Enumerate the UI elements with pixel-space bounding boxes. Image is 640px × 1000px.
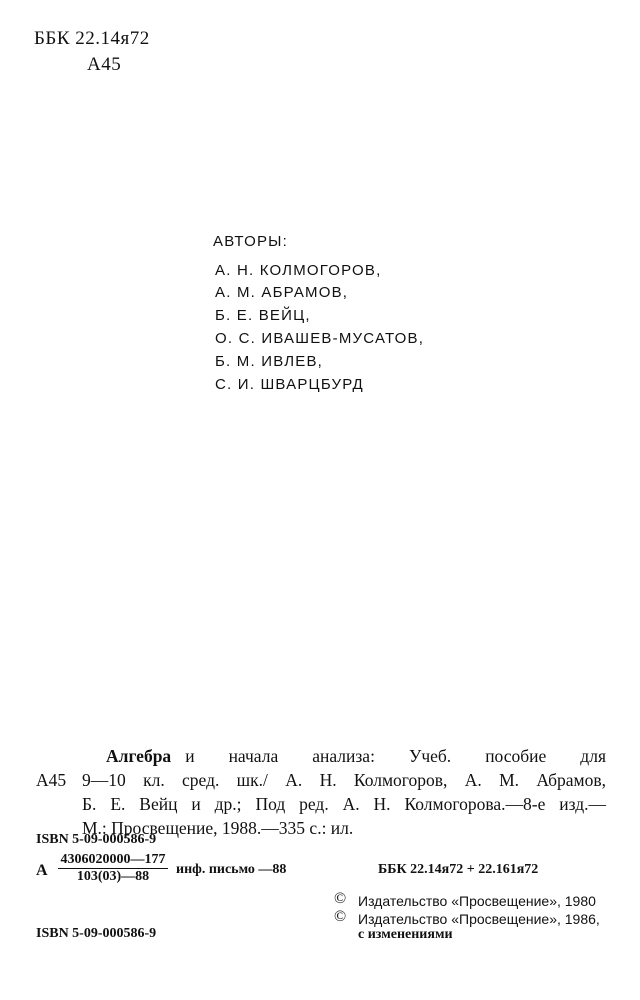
- bib-line-3: Б. Е. Вейц и др.; Под ред. А. Н. Колмогорова.—8-е изд.—: [82, 794, 606, 814]
- author-item: Б. Е. ВЕЙЦ,: [215, 307, 311, 324]
- bottom-isbn: ISBN 5-09-000586-9: [36, 926, 157, 941]
- copyright-note: с изменениями: [358, 927, 453, 942]
- copyright-line-2: Издательство «Просвещение», 1986,: [358, 911, 600, 927]
- imprint-fraction: [58, 852, 168, 885]
- author-mark: А45: [87, 54, 122, 75]
- bib-line-2: 9—10 кл. сред. шк./ А. Н. Колмогоров, А. М. Абрамов,: [82, 770, 606, 790]
- copyright-icon: ©: [334, 908, 347, 925]
- copyright-icon: ©: [334, 890, 347, 907]
- bib-line-1-rest: и начала анализа: Учеб. пособие для: [185, 746, 606, 766]
- copyright-line-1: Издательство «Просвещение», 1980: [358, 893, 596, 909]
- bib-title: Алгебра: [106, 746, 172, 766]
- bib-line-1: [106, 746, 606, 767]
- bbk-code: ББК 22.14я72: [34, 28, 150, 49]
- author-item: А. Н. КОЛМОГОРОВ,: [215, 262, 382, 279]
- bib-mark: А45: [36, 770, 67, 790]
- imprint-prefix: А: [36, 862, 48, 879]
- author-item: А. М. АБРАМОВ,: [215, 284, 349, 301]
- bib-isbn: ISBN 5-09-000586-9: [36, 832, 157, 847]
- author-item: Б. М. ИВЛЕВ,: [215, 353, 324, 370]
- author-item: О. С. ИВАШЕВ-МУСАТОВ,: [215, 330, 425, 347]
- imprint-denominator: 103(03)—88: [76, 869, 150, 884]
- author-item: С. И. ШВАРЦБУРД: [215, 376, 364, 393]
- bib-line-4: М.: Просвещение, 1988.—335 с.: ил.: [82, 818, 354, 838]
- authors-heading: АВТОРЫ:: [213, 233, 289, 250]
- info-letter: инф. письмо —88: [176, 862, 287, 877]
- imprint-numerator: 4306020000—177: [58, 852, 168, 869]
- bbk-full: ББК 22.14я72 + 22.161я72: [378, 862, 539, 877]
